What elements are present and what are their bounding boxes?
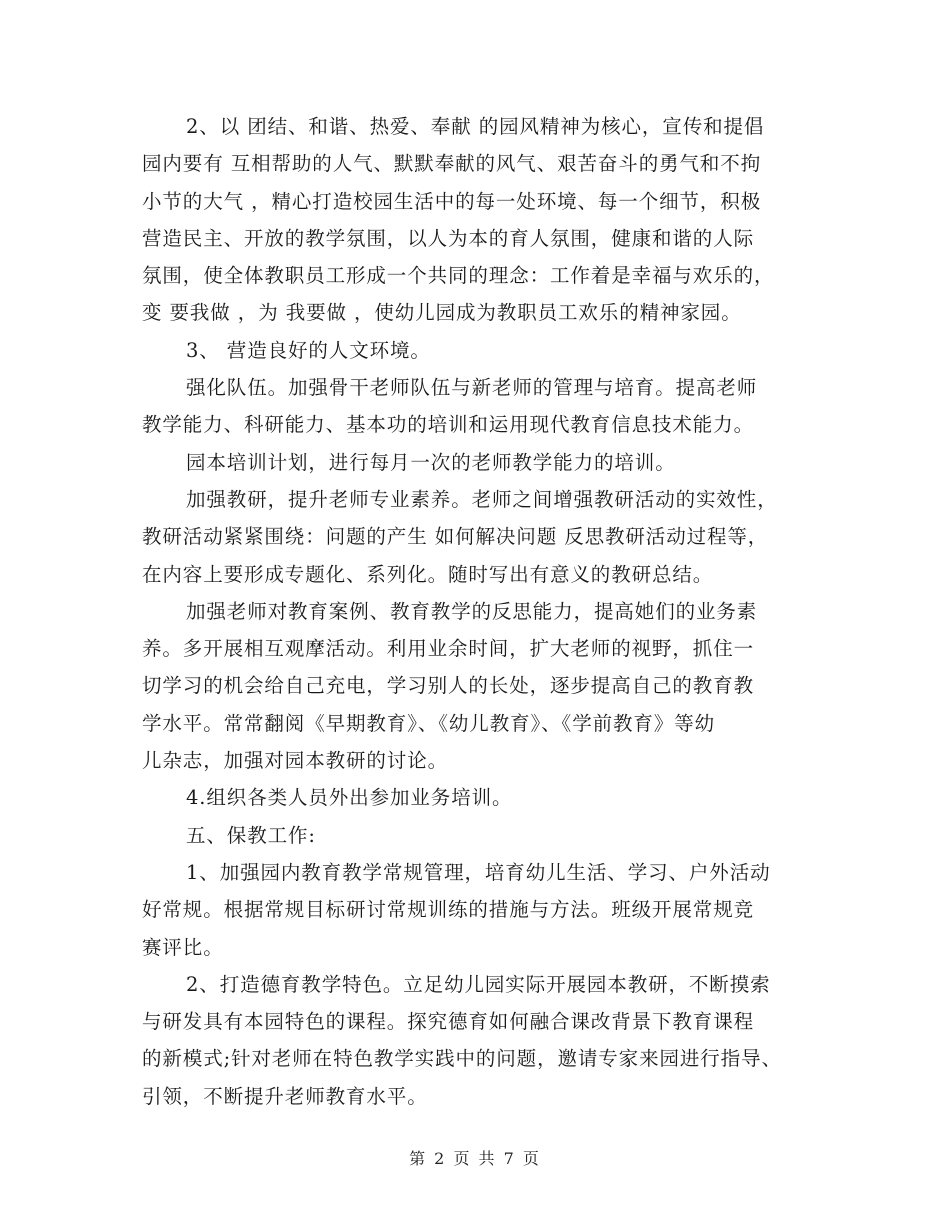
document-body [142,108,818,1115]
text-line: 教学能力、科研能力、基本功的培训和运用现代教育信息技术能力。 [142,413,755,437]
page-footer: 第 2 页 共 7 页 [409,1149,541,1168]
text-line: 儿杂志，加强对园本教研的讨论。 [142,749,449,773]
text-line: 养。多开展相互观摩活动。利用业余时间，扩大老师的视野，抓住一 [142,637,755,661]
text-line: 小节的大气 ，精心打造校园生活中的每一处环境、每一个细节，积极 [142,189,762,213]
text-line: 引领，不断提升老师教育水平。 [142,1084,428,1108]
text-line: 营造民主、开放的教学氛围，以人为本的育人氛围，健康和谐的人际 [142,226,755,250]
text-line: 加强老师对教育案例、教育教学的反思能力，提高她们的业务素 [186,599,758,623]
text-line: 赛评比。 [142,935,224,959]
text-line: 氛围，使全体教职员工形成一个共同的理念：工作着是幸福与欢乐的， [142,264,775,288]
text-line: 加强教研，提升老师专业素养。老师之间增强教研活动的实效性， [186,487,778,511]
text-line: 4.组织各类人员外出参加业务培训。 [186,786,513,810]
text-line: 与研发具有本园特色的课程。探究德育如何融合课改背景下教育课程 [142,1010,755,1034]
text-line: 好常规。根据常规目标研讨常规训练的措施与方法。班级开展常规竞 [142,898,755,922]
text-line: 2、以 团结、和谐、热爱、奉献 的园风精神为核心，宣传和提倡 [186,115,765,138]
text-line: 的新模式;针对老师在特色教学实践中的问题，邀请专家来园进行指导、 [142,1047,782,1071]
text-line: 1、加强园内教育教学常规管理，培育幼儿生活、学习、户外活动 [186,860,771,884]
text-line: 教研活动紧紧围绕：问题的产生 如何解决问题 反思教研活动过程等， [142,525,769,549]
text-line: 切学习的机会给自己充电，学习别人的长处，逐步提高自己的教育教 [142,674,755,698]
text-line: 学水平。常常翻阅《早期教育》、《幼儿教育》、《学前教育》等幼 [142,711,716,735]
text-line: 强化队伍。加强骨干老师队伍与新老师的管理与培育。提高老师 [186,376,758,400]
text-line: 园本培训计划，进行每月一次的老师教学能力的培训。 [186,450,676,474]
text-line: 2、打造德育教学特色。立足幼儿园实际开展园本教研，不断摸索 [186,972,771,996]
text-line: 五、保教工作: [186,823,316,847]
text-line: 园内要有 互相帮助的人气、默默奉献的风气、艰苦奋斗的勇气和不拘 [142,152,762,176]
text-line: 在内容上要形成专题化、系列化。随时写出有意义的教研总结。 [142,562,714,586]
text-line: 变 要我做 ，为 我要做 ，使幼儿园成为教职员工欢乐的精神家园。 [142,301,742,325]
text-line: 3、 营造良好的人文环境。 [186,338,431,362]
